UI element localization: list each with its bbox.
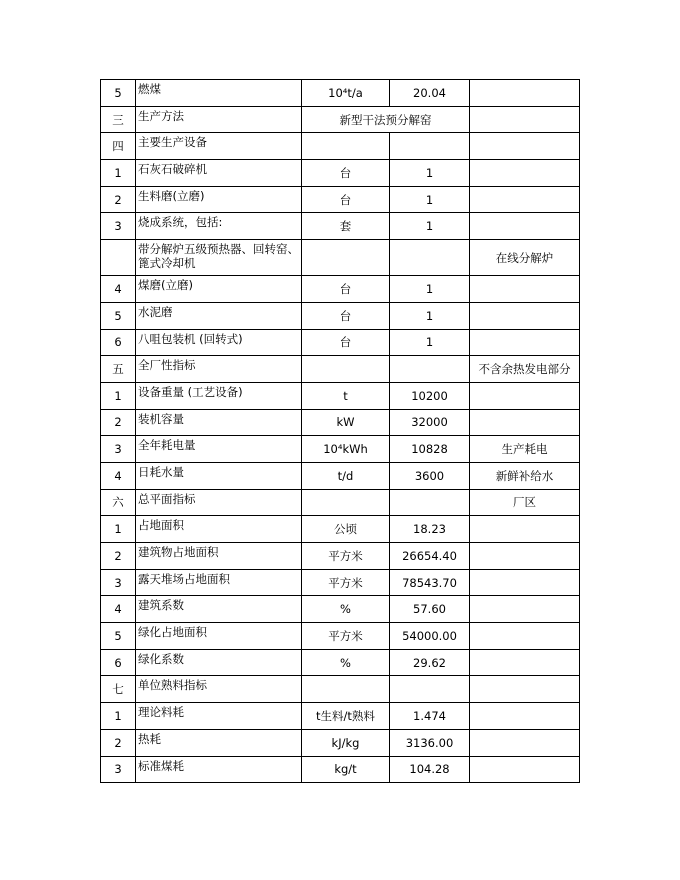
item-name-cell: 露天堆场占地面积 [136, 569, 302, 596]
row-number-cell: 1 [101, 160, 136, 187]
note-cell [470, 213, 580, 240]
item-name-cell: 燃煤 [136, 80, 302, 107]
row-number-cell: 三 [101, 106, 136, 133]
table-row [101, 756, 580, 783]
table-row [101, 133, 580, 160]
unit-cell: 台 [302, 186, 390, 213]
item-name-cell: 石灰石破碎机 [136, 160, 302, 187]
value-cell: 26654.40 [390, 543, 470, 570]
value-cell: 32000 [390, 409, 470, 436]
table-row [101, 382, 580, 409]
note-cell [470, 329, 580, 356]
value-cell: 10200 [390, 382, 470, 409]
item-name-cell: 生产方法 [136, 106, 302, 133]
value-cell: 20.04 [390, 80, 470, 107]
value-cell: 18.23 [390, 516, 470, 543]
note-cell [470, 80, 580, 107]
item-name-cell: 建筑系数 [136, 596, 302, 623]
value-cell [390, 240, 470, 276]
table-row [101, 302, 580, 329]
item-name-cell: 主要生产设备 [136, 133, 302, 160]
table-row [101, 489, 580, 516]
table-row [101, 623, 580, 650]
item-name-cell: 水泥磨 [136, 302, 302, 329]
note-cell [470, 596, 580, 623]
item-name-cell: 生料磨(立磨) [136, 186, 302, 213]
row-number-cell: 七 [101, 676, 136, 703]
unit-cell: 10⁴kWh [302, 436, 390, 463]
value-cell: 1 [390, 186, 470, 213]
row-number-cell: 5 [101, 302, 136, 329]
unit-cell: 平方米 [302, 569, 390, 596]
value-cell: 1 [390, 302, 470, 329]
item-name-cell: 八咀包装机 (回转式) [136, 329, 302, 356]
value-cell: 54000.00 [390, 623, 470, 650]
merged-value-cell: 新型干法预分解窑 [302, 106, 470, 133]
unit-cell [302, 240, 390, 276]
unit-cell: 平方米 [302, 623, 390, 650]
row-number-cell: 6 [101, 329, 136, 356]
unit-cell: 10⁴t/a [302, 80, 390, 107]
row-number-cell: 1 [101, 703, 136, 730]
item-name-cell: 烧成系统，包括: [136, 213, 302, 240]
row-number-cell: 6 [101, 649, 136, 676]
item-name-cell: 带分解炉五级预热器、回转窑、篦式冷却机 [136, 240, 302, 276]
row-number-cell: 5 [101, 80, 136, 107]
item-name-cell: 理论料耗 [136, 703, 302, 730]
value-cell: 1 [390, 329, 470, 356]
item-name-cell: 热耗 [136, 729, 302, 756]
note-cell: 在线分解炉 [470, 240, 580, 276]
value-cell: 3136.00 [390, 729, 470, 756]
item-name-cell: 全厂性指标 [136, 356, 302, 383]
value-cell: 57.60 [390, 596, 470, 623]
value-cell [390, 676, 470, 703]
unit-cell [302, 676, 390, 703]
table-row [101, 462, 580, 489]
row-number-cell: 1 [101, 382, 136, 409]
value-cell: 1 [390, 160, 470, 187]
unit-cell: 平方米 [302, 543, 390, 570]
item-name-cell: 建筑物占地面积 [136, 543, 302, 570]
table-row [101, 703, 580, 730]
table-row [101, 676, 580, 703]
unit-cell: 台 [302, 302, 390, 329]
row-number-cell: 4 [101, 596, 136, 623]
note-cell [470, 703, 580, 730]
unit-cell: t/d [302, 462, 390, 489]
item-name-cell: 绿化系数 [136, 649, 302, 676]
note-cell [470, 623, 580, 650]
row-number-cell: 5 [101, 623, 136, 650]
table-row [101, 649, 580, 676]
value-cell: 10828 [390, 436, 470, 463]
table-row [101, 106, 580, 133]
item-name-cell: 装机容量 [136, 409, 302, 436]
row-number-cell: 3 [101, 213, 136, 240]
item-name-cell: 单位熟料指标 [136, 676, 302, 703]
note-cell [470, 729, 580, 756]
unit-cell: kg/t [302, 756, 390, 783]
unit-cell: 台 [302, 160, 390, 187]
unit-cell [302, 356, 390, 383]
item-name-cell: 绿化占地面积 [136, 623, 302, 650]
note-cell [470, 106, 580, 133]
table-row [101, 543, 580, 570]
value-cell: 3600 [390, 462, 470, 489]
value-cell [390, 356, 470, 383]
table-row [101, 356, 580, 383]
unit-cell [302, 133, 390, 160]
unit-cell: kW [302, 409, 390, 436]
value-cell: 78543.70 [390, 569, 470, 596]
note-cell [470, 276, 580, 303]
note-cell: 生产耗电 [470, 436, 580, 463]
table-row [101, 729, 580, 756]
table-row [101, 409, 580, 436]
value-cell: 1 [390, 213, 470, 240]
row-number-cell: 2 [101, 186, 136, 213]
unit-cell: 台 [302, 329, 390, 356]
table-row [101, 186, 580, 213]
note-cell: 厂区 [470, 489, 580, 516]
item-name-cell: 总平面指标 [136, 489, 302, 516]
table-row [101, 329, 580, 356]
row-number-cell: 1 [101, 516, 136, 543]
value-cell [390, 133, 470, 160]
item-name-cell: 日耗水量 [136, 462, 302, 489]
row-number-cell: 4 [101, 276, 136, 303]
row-number-cell: 六 [101, 489, 136, 516]
value-cell [390, 489, 470, 516]
note-cell [470, 382, 580, 409]
item-name-cell: 煤磨(立磨) [136, 276, 302, 303]
row-number-cell [101, 240, 136, 276]
table-row [101, 436, 580, 463]
row-number-cell: 3 [101, 569, 136, 596]
unit-cell [302, 489, 390, 516]
unit-cell: % [302, 649, 390, 676]
indicator-table [100, 79, 580, 783]
row-number-cell: 3 [101, 436, 136, 463]
table-row [101, 276, 580, 303]
unit-cell: 台 [302, 276, 390, 303]
unit-cell: kJ/kg [302, 729, 390, 756]
note-cell [470, 516, 580, 543]
value-cell: 104.28 [390, 756, 470, 783]
item-name-cell: 全年耗电量 [136, 436, 302, 463]
table-row [101, 569, 580, 596]
item-name-cell: 占地面积 [136, 516, 302, 543]
note-cell [470, 676, 580, 703]
table-row [101, 596, 580, 623]
note-cell [470, 302, 580, 329]
table-row [101, 240, 580, 276]
note-cell [470, 756, 580, 783]
note-cell [470, 186, 580, 213]
note-cell: 新鲜补给水 [470, 462, 580, 489]
note-cell [470, 543, 580, 570]
row-number-cell: 2 [101, 543, 136, 570]
unit-cell: t生料/t熟料 [302, 703, 390, 730]
note-cell [470, 649, 580, 676]
row-number-cell: 3 [101, 756, 136, 783]
note-cell: 不含余热发电部分 [470, 356, 580, 383]
table-row [101, 80, 580, 107]
row-number-cell: 四 [101, 133, 136, 160]
note-cell [470, 569, 580, 596]
note-cell [470, 133, 580, 160]
row-number-cell: 4 [101, 462, 136, 489]
value-cell: 1 [390, 276, 470, 303]
row-number-cell: 2 [101, 409, 136, 436]
value-cell: 29.62 [390, 649, 470, 676]
row-number-cell: 2 [101, 729, 136, 756]
item-name-cell: 设备重量 (工艺设备) [136, 382, 302, 409]
table-row [101, 160, 580, 187]
note-cell [470, 409, 580, 436]
row-number-cell: 五 [101, 356, 136, 383]
value-cell: 1.474 [390, 703, 470, 730]
item-name-cell: 标准煤耗 [136, 756, 302, 783]
table-row [101, 213, 580, 240]
unit-cell: 公顷 [302, 516, 390, 543]
unit-cell: t [302, 382, 390, 409]
unit-cell: % [302, 596, 390, 623]
unit-cell: 套 [302, 213, 390, 240]
table-row [101, 516, 580, 543]
note-cell [470, 160, 580, 187]
